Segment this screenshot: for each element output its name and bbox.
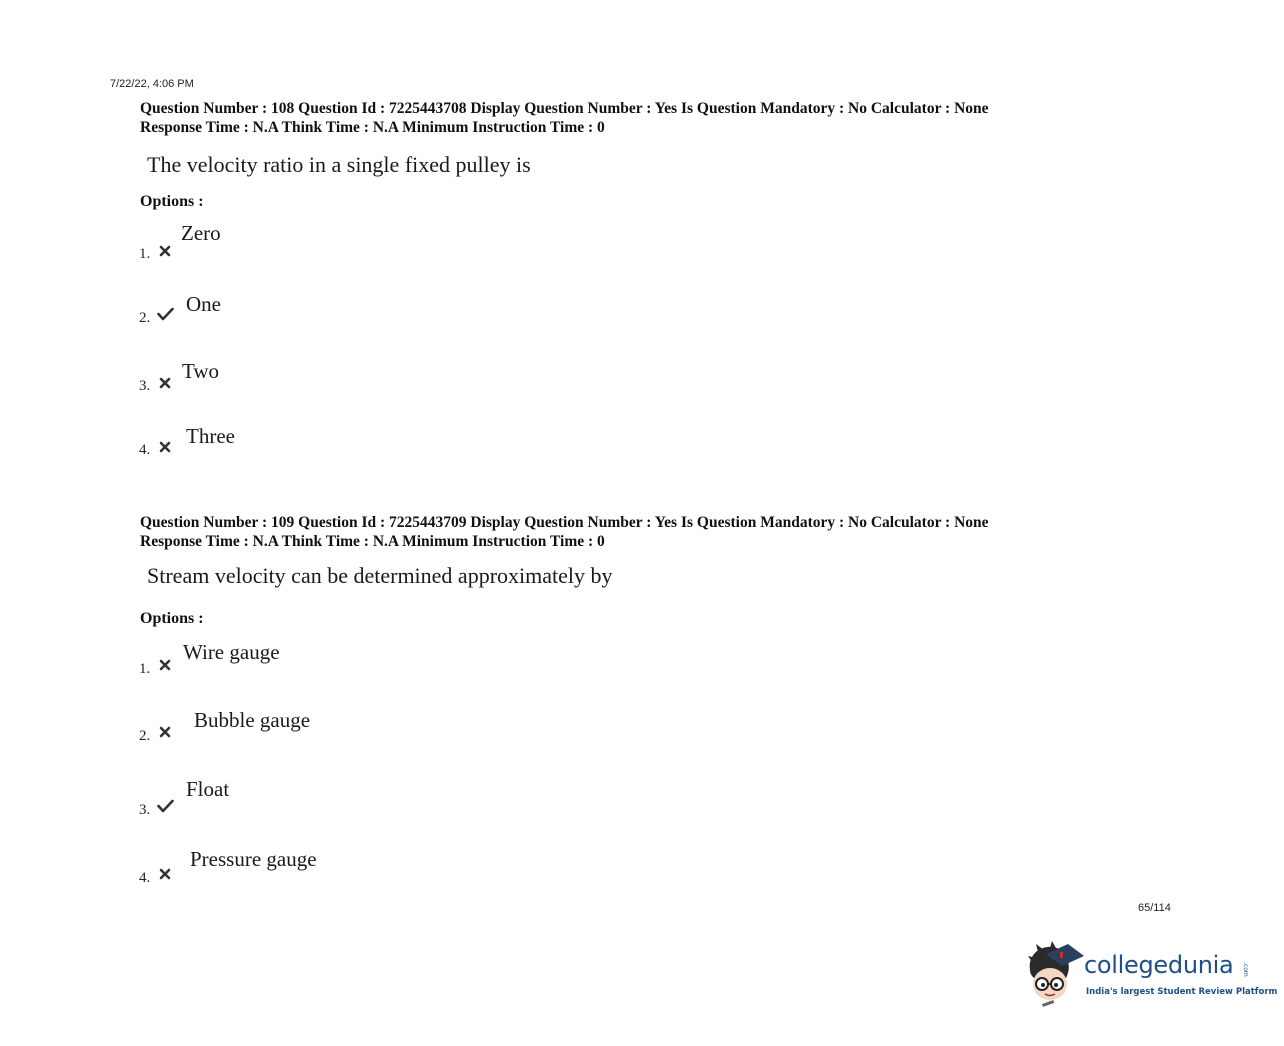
option-number: 1. [139,661,151,677]
brand-tagline: India's largest Student Review Platform [1086,987,1278,997]
brand-name: collegedunia [1084,951,1234,979]
option-text: Pressure gauge [190,847,317,871]
print-timestamp: 7/22/22, 4:06 PM [110,78,194,90]
cross-icon [158,867,172,881]
cross-icon [158,725,172,739]
check-icon [157,799,174,813]
question-text: The velocity ratio in a single fixed pulley is [147,152,531,177]
option-text: Zero [181,221,221,245]
option-text: Bubble gauge [194,708,311,732]
question-meta-line-2: Response Time : N.A Think Time : N.A Minimum Instruction Time : 0 [140,119,605,136]
question-text: Stream velocity can be determined approximately by [147,563,613,588]
option-number: 1. [139,246,151,262]
options-label: Options : [140,610,204,627]
mascot-logo-icon [1024,940,1084,1010]
cross-icon [158,440,172,454]
brand-domain-suffix: .com [1242,962,1249,977]
option-text: Two [182,359,220,383]
options-label: Options : [140,193,204,210]
option-text: Wire gauge [183,640,280,664]
option-text: Three [186,424,235,448]
question-meta-line-2: Response Time : N.A Think Time : N.A Minimum Instruction Time : 0 [140,533,605,550]
option-text: One [186,292,221,316]
option-number: 2. [139,728,151,744]
option-number: 4. [139,442,151,458]
option-text: Float [186,777,230,801]
check-icon [157,307,174,321]
cross-icon [158,658,172,672]
option-number: 3. [139,802,151,818]
cross-icon [158,244,172,258]
question-meta-line-1: Question Number : 108 Question Id : 7225443708 Display Question Number : Yes Is Question Mandatory : No Calculator : None [140,100,989,117]
option-number: 3. [139,378,151,394]
option-number: 2. [139,310,151,326]
option-number: 4. [139,870,151,886]
question-meta-line-1: Question Number : 109 Question Id : 7225443709 Display Question Number : Yes Is Question Mandatory : No Calculator : None [140,514,989,531]
cross-icon [158,376,172,390]
page-number: 65/114 [1138,902,1171,914]
